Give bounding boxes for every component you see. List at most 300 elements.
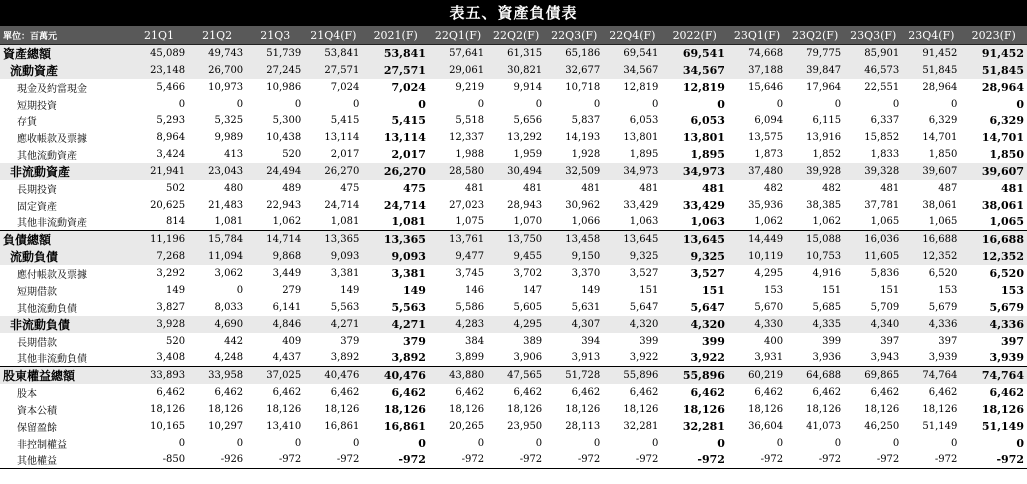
column-header: 23Q2(F)	[786, 26, 844, 45]
table-cell: 38,061	[981, 198, 1024, 212]
table-cell: 0	[477, 98, 485, 110]
table-cell: 29,061	[429, 62, 487, 79]
table-cell: 9,868	[246, 248, 304, 265]
table-cell: 0	[652, 98, 659, 110]
table-cell: 400	[763, 335, 784, 347]
table-cell: 21,483	[208, 199, 244, 211]
table-cell: 12,352	[960, 248, 1027, 265]
table-cell: 397	[880, 335, 900, 347]
table-cell: 6,462	[754, 387, 784, 399]
table-cell: 45,089	[130, 45, 188, 63]
table-cell: 23,950	[507, 420, 543, 432]
table-cell: 3,527	[690, 267, 725, 281]
table-row	[0, 333, 1027, 350]
table-row	[0, 282, 1027, 299]
table-cell: 6,094	[754, 115, 784, 127]
table-cell: 0	[535, 437, 543, 449]
table-row	[0, 163, 1027, 180]
table-cell: 399	[822, 335, 842, 347]
table-cell: 39,607	[902, 163, 960, 180]
table-cell: 149	[402, 284, 426, 298]
table-cell: 1,833	[870, 149, 900, 161]
table-cell: 6,462	[330, 387, 360, 399]
table-cell: 27,571	[304, 62, 362, 79]
table-cell: 11,605	[844, 248, 902, 265]
table-cell: 0	[236, 437, 244, 449]
table-cell: 85,901	[844, 45, 902, 63]
table-cell: 37,025	[246, 367, 304, 385]
row-label: 其他權益	[0, 452, 130, 469]
table-cell: 34,973	[661, 163, 728, 180]
table-row	[0, 452, 1027, 469]
table-cell: 6,462	[989, 386, 1024, 400]
table-cell: 13,365	[362, 231, 429, 249]
table-cell: 20,625	[150, 199, 186, 211]
table-cell: 12,819	[623, 81, 659, 93]
table-cell: 153	[763, 285, 784, 297]
table-cell: 69,541	[661, 45, 728, 63]
table-cell: 482	[822, 182, 842, 194]
table-cell: 475	[340, 182, 360, 194]
table-cell: 3,931	[754, 352, 784, 364]
table-cell: 1,081	[391, 215, 426, 229]
table-cell: 0	[535, 98, 543, 110]
table-cell: 8,033	[214, 301, 244, 313]
table-cell: 23,148	[130, 62, 188, 79]
table-cell: 5,563	[330, 301, 360, 313]
table-cell: 9,325	[603, 248, 661, 265]
table-cell: 149	[581, 285, 601, 297]
table-row	[0, 45, 1027, 63]
table-cell: 0	[294, 437, 302, 449]
table-cell: 6,337	[870, 115, 900, 127]
table-cell: 18,126	[682, 403, 725, 417]
table-cell: 14,701	[981, 131, 1024, 145]
table-cell: 33,893	[130, 367, 188, 385]
table-cell: 10,753	[786, 248, 844, 265]
table-cell: 6,053	[690, 114, 725, 128]
table-cell: 3,449	[272, 268, 302, 280]
table-cell: 46,250	[864, 420, 900, 432]
table-cell: 9,325	[661, 248, 728, 265]
row-label: 流動負債	[0, 248, 130, 265]
table-cell: 26,270	[304, 163, 362, 180]
table-cell: 5,563	[391, 300, 426, 314]
table-row	[0, 384, 1027, 401]
table-cell: 489	[282, 182, 302, 194]
table-cell: 814	[165, 216, 186, 228]
table-cell: 32,677	[545, 62, 603, 79]
table-cell: 3,062	[214, 268, 244, 280]
table-cell: 18,126	[266, 404, 302, 416]
table-cell: 69,541	[603, 45, 661, 63]
row-label: 資產總額	[0, 45, 130, 63]
table-cell: 481	[701, 181, 725, 195]
table-cell: 22,551	[864, 81, 900, 93]
table-cell: 9,219	[455, 81, 485, 93]
table-cell: 27,245	[246, 62, 304, 79]
table-cell: 91,452	[902, 45, 960, 63]
row-label: 其他非流動負債	[17, 354, 87, 366]
table-cell: 481	[464, 182, 485, 194]
table-cell: 11,196	[130, 231, 188, 249]
table-cell: 4,283	[429, 316, 487, 333]
table-cell: 6,462	[455, 387, 485, 399]
table-cell: 0	[353, 437, 360, 449]
table-cell: 4,271	[362, 316, 429, 333]
row-label: 其他流動負債	[17, 303, 77, 315]
table-cell: 38,385	[806, 199, 842, 211]
table-cell: 5,836	[870, 268, 900, 280]
table-cell: 11,094	[188, 248, 246, 265]
table-cell: 0	[1016, 436, 1024, 450]
table-cell: 1,066	[571, 216, 601, 228]
table-cell: 13,114	[383, 131, 426, 145]
table-cell: 18,126	[150, 404, 186, 416]
table-cell: 28,113	[565, 420, 601, 432]
table-cell: 4,307	[545, 316, 603, 333]
table-cell: 0	[892, 98, 900, 110]
table-cell: 3,939	[989, 351, 1024, 365]
column-header: 23Q1(F)	[728, 26, 786, 45]
table-cell: 0	[236, 285, 244, 297]
table-cell: 0	[892, 437, 900, 449]
table-cell: 0	[418, 436, 426, 450]
table-cell: 33,429	[682, 198, 725, 212]
table-cell: 18,126	[623, 404, 659, 416]
table-cell: 397	[1001, 334, 1024, 348]
table-cell: 30,494	[487, 163, 545, 180]
table-cell: 5,656	[513, 115, 543, 127]
table-cell: 3,702	[513, 268, 543, 280]
table-cell: 4,336	[902, 316, 960, 333]
table-cell: 4,846	[246, 316, 304, 333]
row-label: 其他流動資產	[17, 151, 77, 163]
table-cell: 6,462	[513, 387, 543, 399]
table-cell: -972	[545, 452, 603, 469]
table-cell: 482	[763, 182, 784, 194]
table-cell: 5,679	[989, 300, 1024, 314]
table-row	[0, 180, 1027, 197]
column-header: 2022(F)	[661, 26, 728, 45]
table-row	[0, 367, 1027, 385]
table-cell: 41,073	[806, 420, 842, 432]
table-cell: 480	[224, 182, 244, 194]
table-cell: 0	[717, 97, 725, 111]
table-cell: 34,567	[603, 62, 661, 79]
column-header: 22Q2(F)	[487, 26, 545, 45]
table-cell: 5,670	[754, 301, 784, 313]
column-header: 22Q1(F)	[429, 26, 487, 45]
table-cell: 10,119	[728, 248, 786, 265]
row-label: 保留盈餘	[17, 422, 57, 434]
table-cell: 8,964	[156, 132, 186, 144]
table-row	[0, 435, 1027, 452]
table-cell: 146	[464, 285, 485, 297]
table-cell: 22,943	[266, 199, 302, 211]
table-cell: 7,268	[130, 248, 188, 265]
row-label: 短期借款	[17, 287, 57, 299]
table-cell: 18,126	[981, 403, 1024, 417]
table-cell: 39,328	[844, 163, 902, 180]
table-cell: 53,841	[362, 45, 429, 63]
table-cell: 1,873	[754, 149, 784, 161]
table-cell: 18,126	[208, 404, 244, 416]
table-cell: 21,941	[130, 163, 188, 180]
table-cell: 0	[294, 98, 302, 110]
table-cell: 1,959	[513, 149, 543, 161]
table-cell: 9,914	[513, 81, 543, 93]
table-cell: 13,365	[304, 231, 362, 249]
table-cell: 47,565	[487, 367, 545, 385]
table-cell: 151	[880, 285, 900, 297]
row-label: 存貨	[17, 117, 37, 129]
table-cell: 3,424	[156, 149, 186, 161]
table-cell: 0	[178, 98, 186, 110]
table-cell: 7,024	[330, 81, 360, 93]
table-cell: 18,126	[806, 404, 842, 416]
table-cell: 30,821	[487, 62, 545, 79]
table-cell: 69,865	[844, 367, 902, 385]
table-cell: 5,685	[812, 301, 842, 313]
table-cell: 60,219	[728, 367, 786, 385]
table-cell: -972	[429, 452, 487, 469]
table-cell: -972	[246, 452, 304, 469]
table-cell: 74,668	[728, 45, 786, 63]
table-cell: 487	[938, 182, 958, 194]
table-cell: 3,827	[156, 301, 186, 313]
table-cell: 15,646	[748, 81, 784, 93]
table-cell: 33,958	[188, 367, 246, 385]
table-cell: 28,943	[507, 199, 543, 211]
table-cell: 151	[822, 285, 842, 297]
table-cell: 4,295	[487, 316, 545, 333]
table-cell: 1,070	[513, 216, 543, 228]
table-cell: 5,631	[571, 301, 601, 313]
table-cell: 13,750	[487, 231, 545, 249]
table-cell: 5,293	[156, 115, 186, 127]
table-row	[0, 401, 1027, 418]
table-cell: 28,964	[922, 81, 958, 93]
table-cell: 18,126	[922, 404, 958, 416]
table-cell: 6,462	[391, 386, 426, 400]
table-cell: 481	[523, 182, 543, 194]
table-cell: 5,647	[690, 300, 725, 314]
table-cell: 12,819	[682, 80, 725, 94]
table-cell: 51,149	[981, 419, 1024, 433]
table-cell: 30,962	[565, 199, 601, 211]
table-cell: 1,065	[989, 215, 1024, 229]
table-cell: 6,329	[989, 114, 1024, 128]
table-cell: 520	[165, 335, 186, 347]
table-cell: 10,718	[565, 81, 601, 93]
table-cell: 14,449	[728, 231, 786, 249]
table-cell: 34,567	[661, 62, 728, 79]
row-label: 其他非流動資產	[17, 218, 87, 230]
table-cell: 1,063	[629, 216, 659, 228]
table-cell: 39,928	[786, 163, 844, 180]
table-cell: 15,088	[786, 231, 844, 249]
table-cell: 18,126	[748, 404, 784, 416]
table-cell: 5,679	[928, 301, 958, 313]
table-cell: 43,880	[429, 367, 487, 385]
table-row	[0, 62, 1027, 79]
table-cell: 20,265	[449, 420, 485, 432]
table-cell: 3,408	[156, 352, 186, 364]
table-cell: 5,300	[272, 115, 302, 127]
table-cell: 14,701	[922, 132, 958, 144]
table-cell: 10,438	[266, 132, 302, 144]
table-cell: 6,462	[629, 387, 659, 399]
table-cell: -972	[728, 452, 786, 469]
table-cell: 13,801	[623, 132, 659, 144]
column-header: 22Q3(F)	[545, 26, 603, 45]
column-header: 21Q1	[130, 26, 188, 45]
row-label: 股本	[17, 389, 37, 401]
table-cell: 3,292	[156, 268, 186, 280]
table-cell: 147	[523, 285, 543, 297]
table-cell: 18,126	[383, 403, 426, 417]
table-cell: 16,036	[844, 231, 902, 249]
table-cell: 0	[834, 437, 842, 449]
table-cell: 18,126	[565, 404, 601, 416]
table-cell: 4,437	[272, 352, 302, 364]
table-cell: 6,462	[812, 387, 842, 399]
table-cell: 61,315	[487, 45, 545, 63]
table-cell: 1,081	[330, 216, 360, 228]
table-cell: 379	[340, 335, 360, 347]
table-row	[0, 248, 1027, 265]
table-cell: 6,520	[928, 268, 958, 280]
column-header: 23Q3(F)	[844, 26, 902, 45]
table-cell: 413	[224, 149, 244, 161]
table-cell: 64,688	[786, 367, 844, 385]
table-cell: 49,743	[188, 45, 246, 63]
table-cell: 0	[593, 437, 601, 449]
table-cell: 5,647	[629, 301, 659, 313]
table-cell: 15,852	[864, 132, 900, 144]
table-cell: 46,573	[844, 62, 902, 79]
header-row	[0, 26, 1027, 45]
table-cell: 3,943	[870, 352, 900, 364]
table-row	[0, 79, 1027, 96]
table-row	[0, 418, 1027, 435]
column-header: 21Q4(F)	[304, 26, 362, 45]
table-cell: 0	[178, 437, 186, 449]
table-cell: 0	[951, 98, 958, 110]
table-cell: 55,896	[603, 367, 661, 385]
table-cell: 520	[282, 149, 302, 161]
table-row	[0, 197, 1027, 214]
table-cell: 6,462	[571, 387, 601, 399]
table-cell: -972	[362, 452, 429, 469]
table-cell: -850	[130, 452, 188, 469]
table-row	[0, 129, 1027, 146]
table-cell: 9,477	[429, 248, 487, 265]
table-cell: 6,462	[870, 387, 900, 399]
table-cell: 51,728	[545, 367, 603, 385]
table-cell: 4,690	[188, 316, 246, 333]
table-cell: 4,336	[960, 316, 1027, 333]
table-cell: 16,861	[383, 419, 426, 433]
table-cell: 6,462	[156, 387, 186, 399]
column-header: 2021(F)	[362, 26, 429, 45]
table-cell: 26,270	[362, 163, 429, 180]
table-cell: 3,892	[330, 352, 360, 364]
table-cell: 13,458	[545, 231, 603, 249]
table-cell: 37,781	[864, 199, 900, 211]
table-cell: 9,455	[487, 248, 545, 265]
table-cell: 1,850	[989, 148, 1024, 162]
table-row	[0, 146, 1027, 163]
table-cell: 17,964	[806, 81, 842, 93]
table-cell: -926	[188, 452, 246, 469]
column-header: 2023(F)	[960, 26, 1027, 45]
table-cell: 3,899	[455, 352, 485, 364]
table-cell: 1,928	[571, 149, 601, 161]
row-label: 固定資產	[17, 201, 57, 213]
table-cell: 6,462	[214, 387, 244, 399]
table-cell: 0	[776, 98, 784, 110]
table-cell: 1,063	[690, 215, 725, 229]
table-cell: 4,320	[603, 316, 661, 333]
table-cell: 6,141	[272, 301, 302, 313]
table-cell: 6,053	[629, 115, 659, 127]
table-cell: -972	[487, 452, 545, 469]
table-cell: 28,580	[429, 163, 487, 180]
table-title: 表五、資產負債表	[0, 0, 1027, 26]
row-label: 短期投資	[17, 100, 57, 112]
unit-label: 單位：百萬元	[0, 26, 130, 45]
table-cell: 399	[701, 334, 725, 348]
row-label: 資本公積	[17, 406, 57, 418]
table-cell: 37,480	[728, 163, 786, 180]
table-cell: 6,329	[928, 115, 958, 127]
table-cell: 9,989	[214, 132, 244, 144]
table-cell: 0	[717, 436, 725, 450]
table-cell: 3,913	[571, 352, 601, 364]
table-cell: 481	[1001, 181, 1024, 195]
table-cell: 27,023	[449, 199, 485, 211]
table-cell: -972	[960, 452, 1027, 469]
row-label: 長期借款	[17, 337, 57, 349]
table-cell: 9,093	[304, 248, 362, 265]
table-cell: 3,892	[391, 351, 426, 365]
table-cell: 57,641	[429, 45, 487, 63]
table-cell: 74,764	[902, 367, 960, 385]
table-cell: 4,320	[661, 316, 728, 333]
table-row	[0, 214, 1027, 231]
table-cell: 409	[282, 335, 302, 347]
table-cell: 4,340	[844, 316, 902, 333]
table-cell: 10,973	[208, 81, 244, 93]
table-cell: 51,149	[922, 420, 958, 432]
table-cell: 51,845	[902, 62, 960, 79]
row-label: 非控制權益	[17, 439, 67, 451]
row-label: 非流動資產	[0, 163, 130, 180]
row-label: 長期投資	[17, 184, 57, 196]
table-cell: 13,292	[507, 132, 543, 144]
table-cell: -972	[844, 452, 902, 469]
table-cell: 26,700	[188, 62, 246, 79]
row-label: 應付帳款及票據	[17, 270, 87, 282]
row-label: 負債總額	[0, 231, 130, 249]
table-cell: 24,494	[246, 163, 304, 180]
table-cell: 7,024	[391, 80, 426, 94]
table-cell: 1,075	[455, 216, 485, 228]
table-cell: -972	[603, 452, 661, 469]
table-cell: 10,297	[208, 420, 244, 432]
